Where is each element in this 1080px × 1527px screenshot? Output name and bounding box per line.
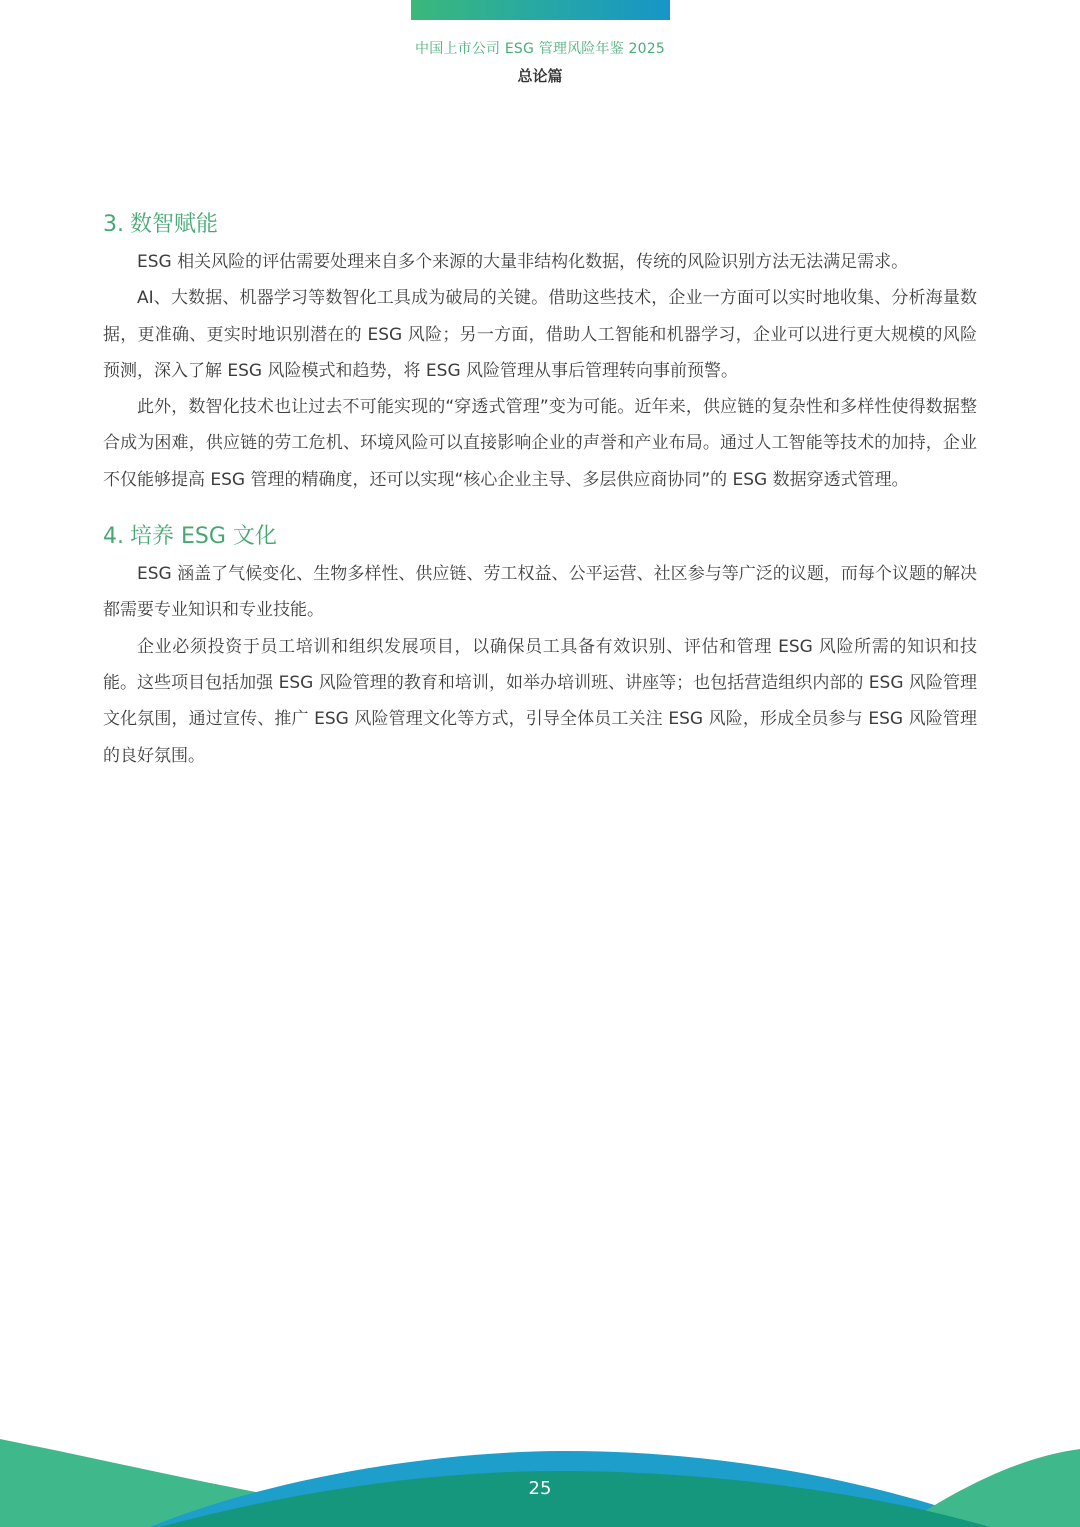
section-heading — [103, 206, 977, 244]
main-content — [103, 206, 977, 774]
page-header — [0, 38, 1080, 87]
chapter-title: 总论篇 — [517, 67, 563, 85]
section-title: 数智赋能 — [130, 212, 219, 237]
page-number: 25 — [528, 1478, 552, 1499]
header-accent-bar — [411, 0, 670, 20]
section-title: 培养 ESG 文化 — [130, 524, 277, 550]
paragraph: AI、大数据、机器学习等数智化工具成为破局的关键。借助这些技术，企业一方面可以实时地收集、分析海量数据，更准确、更实时地识别潜在的 ESG 风险；另一方面，借助人工智能和机器学习，企业可以进行更大规模的风险预测，深入了解 ESG 风险模式和趋势，将 ESG 风险管理从事后管理转向事前预警。 — [103, 288, 977, 381]
paragraph: ESG 相关风险的评估需要处理来自多个来源的大量非结构化数据，传统的风险识别方法无法满足需求。 — [137, 252, 909, 272]
paragraph: 此外，数智化技术也让过去不可能实现的“穿透式管理”变为可能。近年来，供应链的复杂性和多样性使得数据整合成为困难，供应链的劳工危机、环境风险可以直接影响企业的声誉和产业布局。通过人工智能等技术的加持，企业不仅能够提高 ESG 管理的精确度，还可以实现“核心企业主导、多层供应商协同”的 ESG 数据穿透式管理。 — [103, 397, 977, 490]
paragraph: ESG 涵盖了气候变化、生物多样性、供应链、劳工权益、公平运营、社区参与等广泛的议题，而每个议题的解决都需要专业知识和专业技能。 — [103, 564, 977, 621]
section-esg-culture — [103, 518, 977, 774]
paragraph: 企业必须投资于员工培训和组织发展项目，以确保员工具备有效识别、评估和管理 ESG 风险所需的知识和技能。这些项目包括加强 ESG 风险管理的教育和培训，如举办培训班、讲座等；也包括营造组织内部的 ESG 风险管理文化氛围，通过宣传、推广 ESG 风险管理文化等方式，引导全体员工关注 ESG 风险，形成全员参与 ESG 风险管理的良好氛围。 — [103, 636, 977, 766]
section-heading — [103, 518, 977, 556]
section-digital-empowerment — [103, 206, 977, 498]
section-number: 3. — [103, 212, 124, 237]
footer-wave-decoration — [0, 1427, 1080, 1527]
section-number: 4. — [103, 524, 124, 550]
running-title: 中国上市公司 ESG 管理风险年鉴 2025 — [415, 41, 665, 57]
